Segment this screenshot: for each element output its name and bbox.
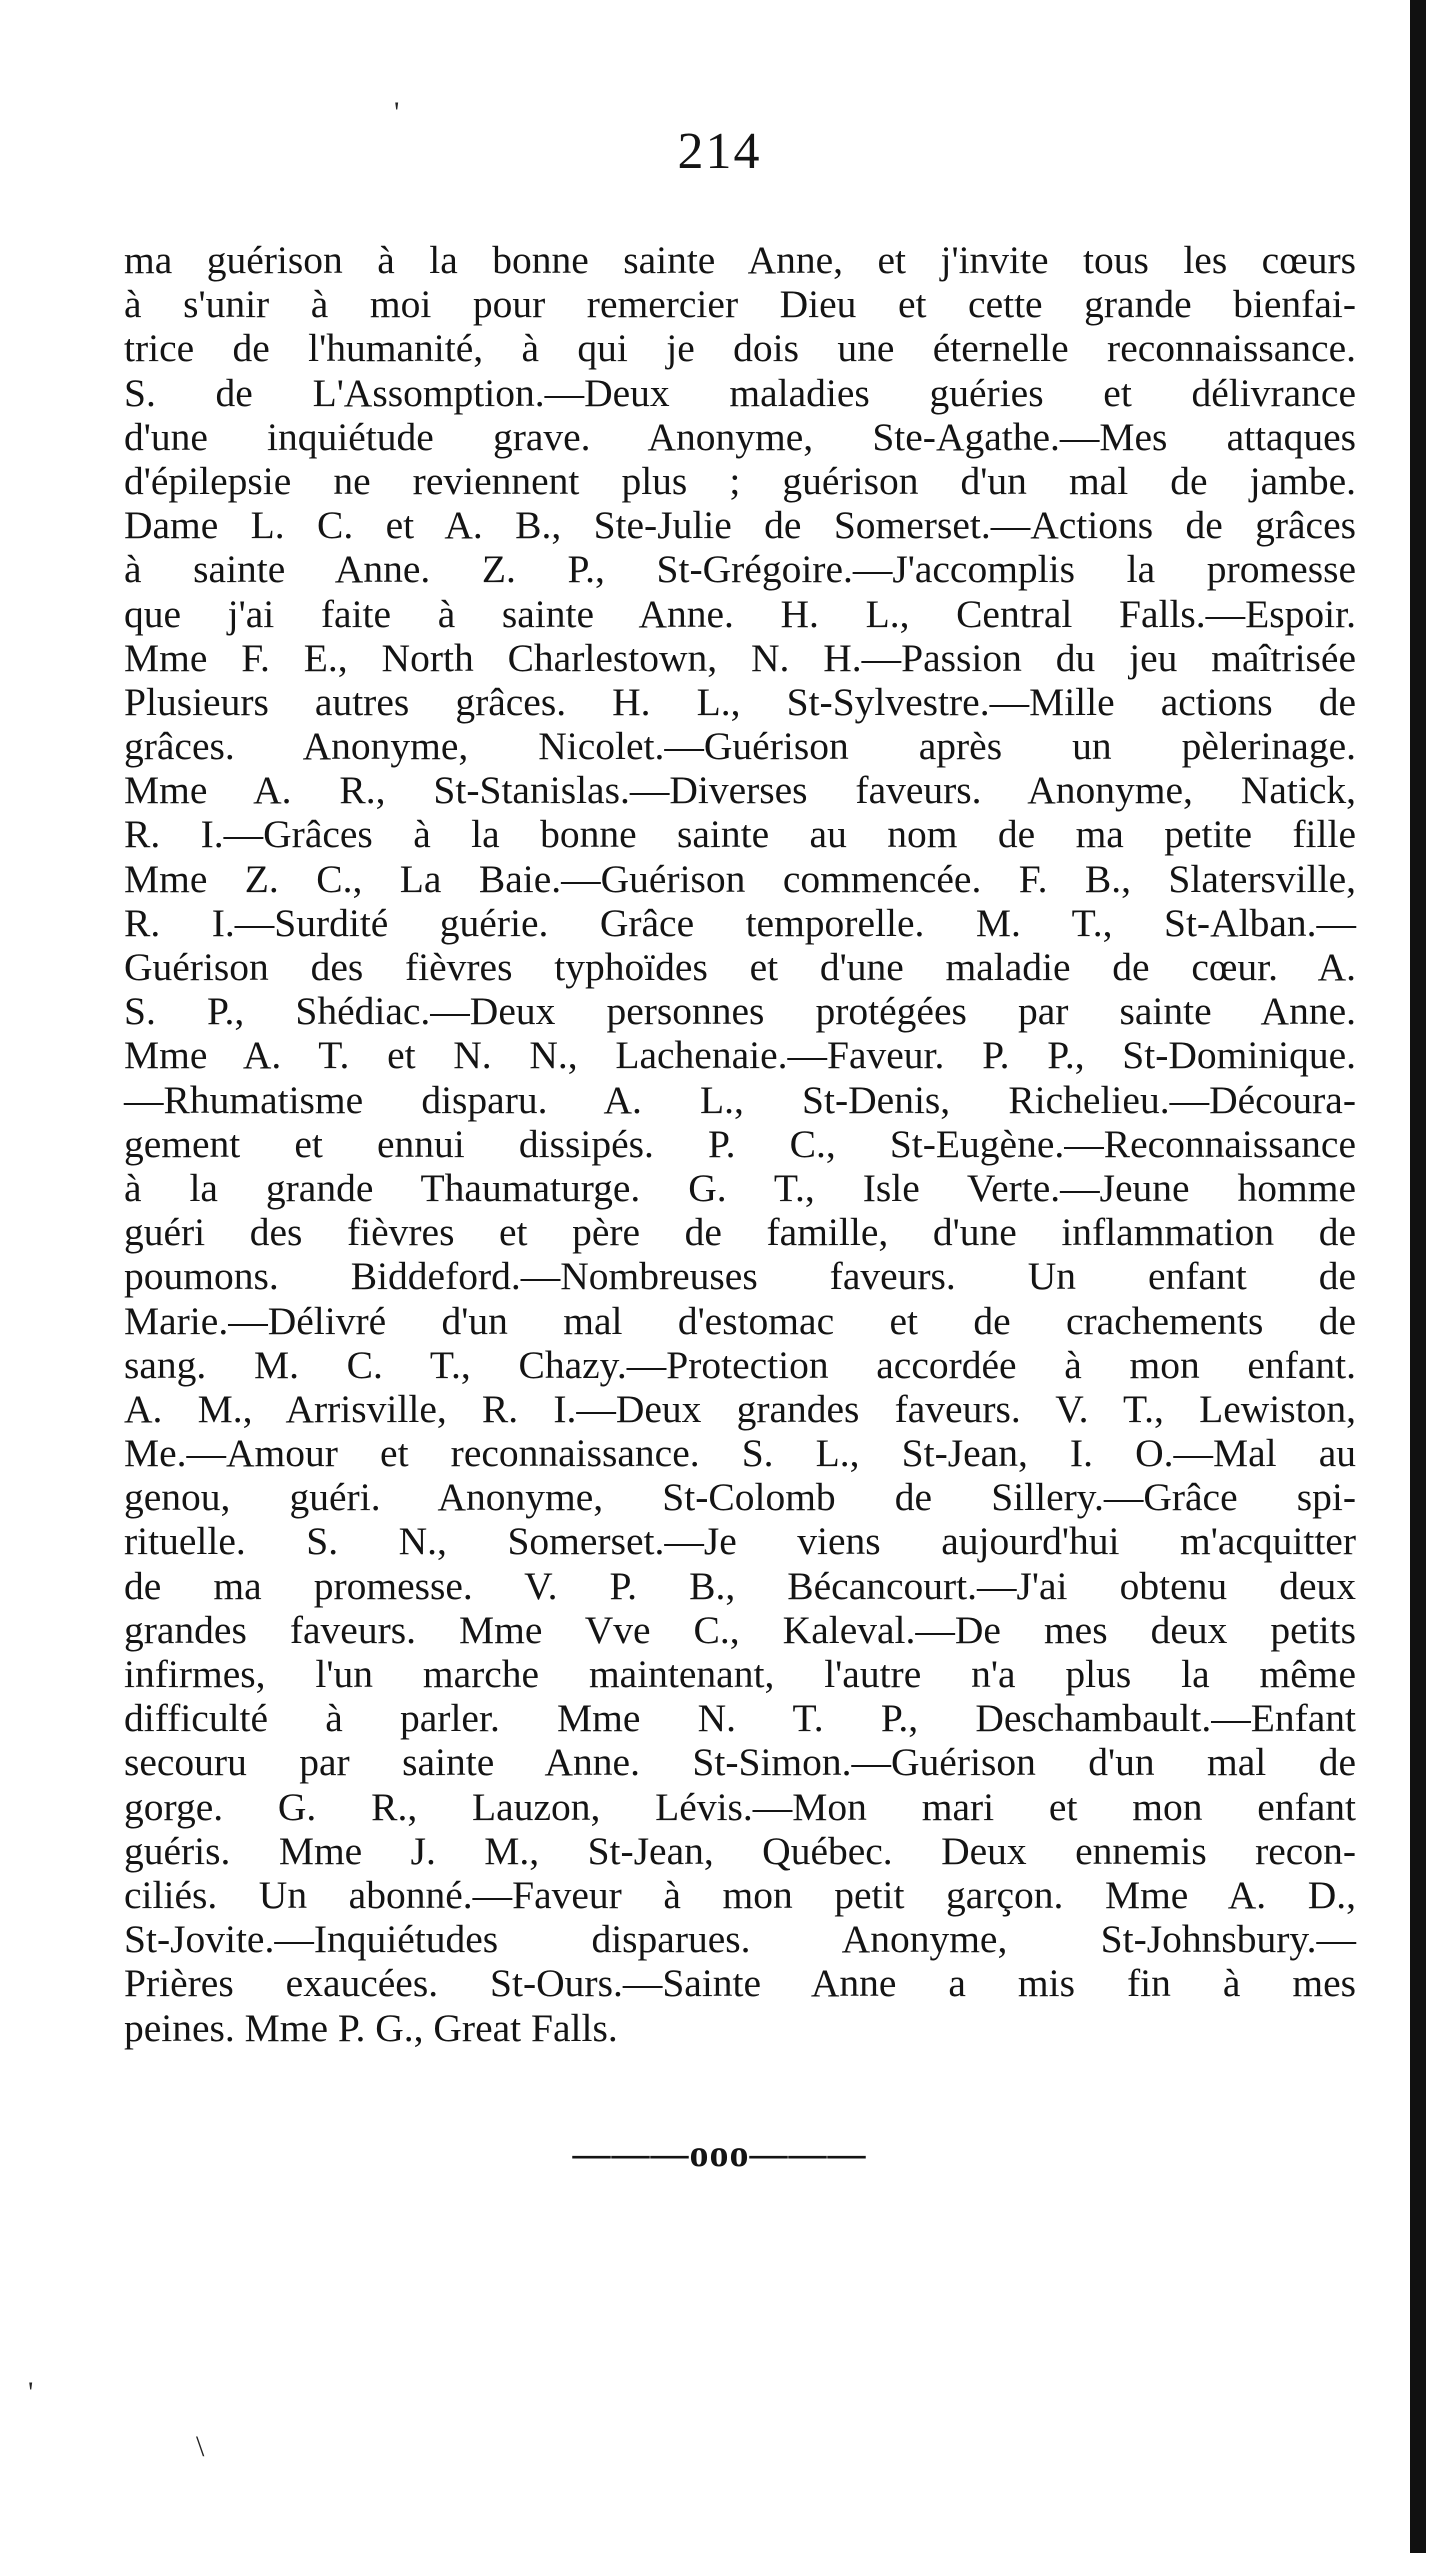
text-line: Marie.—Délivré d'un mal d'estomac et de crachements de [124,1298,1356,1343]
text-line: grandes faveurs. Mme Vve C., Kaleval.—De mes deux petits [124,1607,1356,1652]
text-line: difficulté à parler. Mme N. T. P., Deschambault.—Enfant [124,1696,1356,1741]
text-line: que j'ai faite à sainte Anne. H. L., Central Falls.—Espoir. [124,591,1356,636]
text-line: de ma promesse. V. P. B., Bécancourt.—J'ai obtenu deux [124,1563,1356,1608]
text-line: poumons. Biddeford.—Nombreuses faveurs. Un enfant de [124,1254,1356,1299]
text-line: trice de l'humanité, à qui je dois une éternelle reconnaissance. [124,326,1356,371]
text-line: d'épilepsie ne reviennent plus ; guérison d'un mal de jambe. [124,458,1356,503]
scan-speck: ' [394,96,400,129]
scan-speck: ' [28,2376,34,2409]
text-line: Prières exaucées. St-Ours.—Sainte Anne a mis fin à mes [124,1961,1356,2006]
text-line: guéris. Mme J. M., St-Jean, Québec. Deux ennemis recon- [124,1828,1356,1873]
text-line: d'une inquiétude grave. Anonyme, Ste-Agathe.—Mes attaques [124,414,1356,459]
text-line: peines. Mme P. G., Great Falls. [124,2005,618,2050]
text-line: infirmes, l'un marche maintenant, l'autre n'a plus la même [124,1652,1356,1696]
text-line: R. I.—Grâces à la bonne sainte au nom de ma petite fille [124,812,1356,857]
text-line: grâces. Anonyme, Nicolet.—Guérison après un pèlerinage. [124,724,1356,769]
scan-margin-bar [1410,0,1426,2553]
text-line: S. P., Shédiac.—Deux personnes protégées par sainte Anne. [124,989,1356,1034]
text-line: sang. M. C. T., Chazy.—Protection accordée à mon enfant. [124,1342,1356,1387]
text-line: A. M., Arrisville, R. I.—Deux grandes faveurs. V. T., Lewiston, [124,1386,1356,1431]
text-line: Mme F. E., North Charlestown, N. H.—Passion du jeu maîtrisée [124,635,1356,680]
text-line: Plusieurs autres grâces. H. L., St-Sylvestre.—Mille actions de [124,679,1356,724]
text-line: Dame L. C. et A. B., Ste-Julie de Somerset.—Actions de grâces [124,503,1356,548]
text-line: —Rhumatisme disparu. A. L., St-Denis, Richelieu.—Découra- [124,1077,1356,1122]
text-line: ma guérison à la bonne sainte Anne, et j'invite tous les cœurs [124,238,1356,282]
text-line: S. de L'Assomption.—Deux maladies guéries et délivrance [124,370,1356,415]
text-line: Mme A. T. et N. N., Lachenaie.—Faveur. P. P., St-Dominique. [124,1033,1356,1078]
scan-speck: \ [196,2430,205,2463]
text-line: gement et ennui dissipés. P. C., St-Eugène.—Reconnaissance [124,1121,1356,1166]
text-line: à sainte Anne. Z. P., St-Grégoire.—J'accomplis la promesse [124,547,1356,592]
section-separator: ———ooo——— [572,2133,867,2175]
text-line: Me.—Amour et reconnaissance. S. L., St-Jean, I. O.—Mal au [124,1431,1356,1476]
text-line: Mme A. R., St-Stanislas.—Diverses faveurs. Anonyme, Natick, [124,768,1356,813]
body-text [124,238,1356,2050]
text-line: gorge. G. R., Lauzon, Lévis.—Mon mari et mon enfant [124,1784,1356,1829]
text-line: St-Jovite.—Inquiétudes disparues. Anonyme, St-Johnsbury.— [124,1917,1356,1962]
text-line: rituelle. S. N., Somerset.—Je viens aujourd'hui m'acquitter [124,1519,1356,1564]
text-line: à la grande Thaumaturge. G. T., Isle Verte.—Jeune homme [124,1165,1356,1210]
text-line: R. I.—Surdité guérie. Grâce temporelle. M. T., St-Alban.— [124,900,1356,945]
page-number: 214 [677,123,762,180]
text-line: secouru par sainte Anne. St-Simon.—Guérison d'un mal de [124,1740,1356,1785]
text-line: ciliés. Un abonné.—Faveur à mon petit garçon. Mme A. D., [124,1872,1356,1917]
text-line: Guérison des fièvres typhoïdes et d'une maladie de cœur. A. [124,945,1356,989]
text-line: Mme Z. C., La Baie.—Guérison commencée. F. B., Slatersville, [124,856,1356,901]
text-line: guéri des fièvres et père de famille, d'une inflammation de [124,1210,1356,1255]
text-line: à s'unir à moi pour remercier Dieu et cette grande bienfai- [124,282,1356,327]
text-line: genou, guéri. Anonyme, St-Colomb de Sillery.—Grâce spi- [124,1475,1356,1520]
